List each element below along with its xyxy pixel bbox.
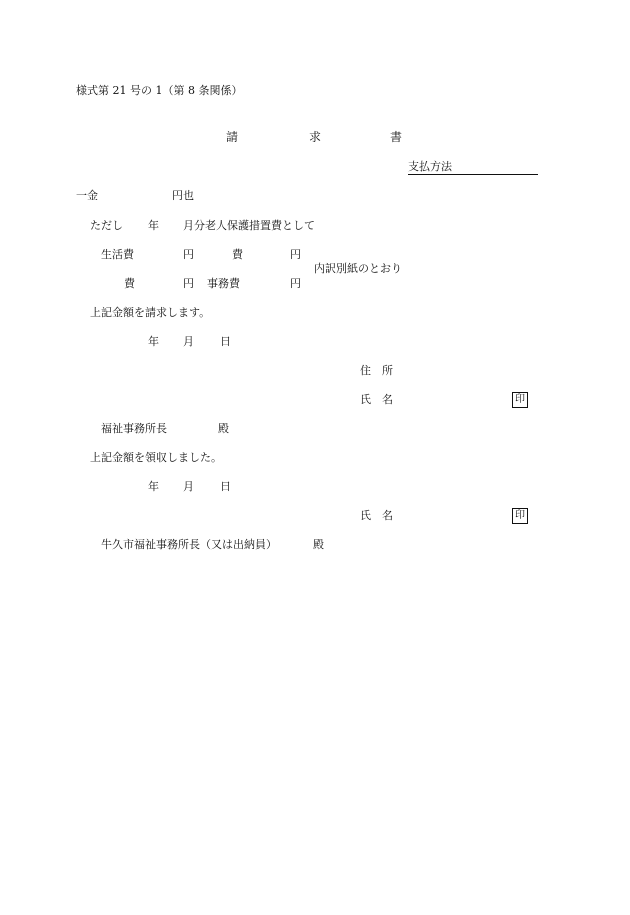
- proviso-suffix: 月分老人保護措置費として: [183, 219, 315, 232]
- date1-year: 年: [148, 335, 159, 348]
- living-cost-label: 生活費: [101, 248, 134, 261]
- yen-label-2: 円: [290, 248, 301, 261]
- cost-label-2: 費: [124, 277, 135, 290]
- title-char-1: 請: [226, 130, 239, 144]
- form-number: 様式第 21 号の 1（第 8 条関係）: [76, 84, 243, 97]
- office-cost-label: 事務費: [207, 277, 240, 290]
- proviso-year: 年: [148, 219, 159, 232]
- seal-stamp-1: 印: [512, 392, 528, 408]
- date2-day: 日: [220, 480, 231, 493]
- date1-day: 日: [220, 335, 231, 348]
- addressee2-honorific: 殿: [313, 538, 324, 551]
- yen-label-4: 円: [290, 277, 301, 290]
- yen-label-1: 円: [183, 248, 194, 261]
- name-label-2: 氏 名: [360, 509, 393, 522]
- title-char-3: 書: [390, 130, 403, 144]
- date1-month: 月: [183, 335, 194, 348]
- request-statement: 上記金額を請求します。: [90, 306, 211, 319]
- date2-year: 年: [148, 480, 159, 493]
- breakdown-note: 内訳別紙のとおり: [314, 262, 402, 275]
- address-label: 住 所: [360, 364, 393, 377]
- receipt-statement: 上記金額を領収しました。: [90, 451, 222, 464]
- name-label-1: 氏 名: [360, 393, 393, 406]
- amount-suffix: 円也: [172, 189, 194, 202]
- payment-method-field[interactable]: [408, 160, 538, 175]
- addressee2-title: 牛久市福祉事務所長（又は出納員）: [101, 538, 277, 551]
- proviso-prefix: ただし: [90, 219, 123, 232]
- cost-label-1: 費: [232, 248, 243, 261]
- yen-label-3: 円: [183, 277, 194, 290]
- payment-method-label: 支払方法: [408, 160, 452, 173]
- addressee1-title: 福祉事務所長: [101, 422, 167, 435]
- addressee1-honorific: 殿: [218, 422, 229, 435]
- date2-month: 月: [183, 480, 194, 493]
- title-char-2: 求: [309, 130, 322, 144]
- seal-stamp-2: 印: [512, 508, 528, 524]
- amount-prefix: 一金: [76, 189, 98, 202]
